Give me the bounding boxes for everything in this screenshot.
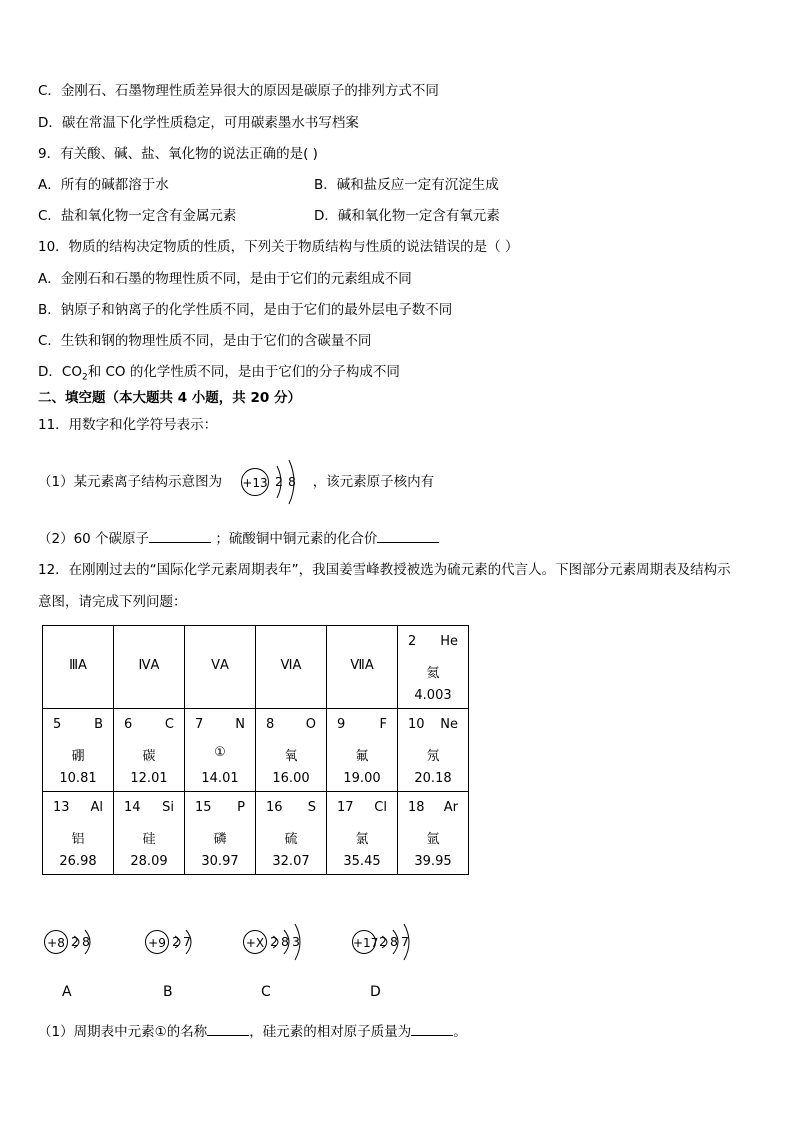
element-symbol: Si: [162, 800, 174, 815]
option-10b: B．钠原子和钠离子的化学性质不同，是由于它们的最外层电子数不同: [38, 302, 453, 318]
atomic-mass: 14.01: [201, 771, 239, 786]
element-cell: [327, 792, 398, 875]
atomic-mass: 28.09: [130, 854, 168, 869]
nucleus: +X: [243, 930, 267, 954]
group-header: ⅦA: [327, 626, 398, 709]
element-name: 磷: [213, 832, 227, 847]
atomic-number: 2: [408, 634, 417, 649]
ion-shell-2: 8: [288, 474, 296, 489]
atomic-number: 9: [337, 717, 346, 732]
electron-count: 8: [281, 934, 289, 949]
element-name: 硼: [71, 749, 85, 764]
atomic-number: 13: [53, 800, 70, 815]
question-11-part2: [38, 530, 439, 548]
atomic-mass: 35.45: [343, 854, 381, 869]
atomic-mass: 32.07: [272, 854, 310, 869]
atomic-number: 10: [408, 717, 425, 732]
option-10c: C．生铁和钢的物理性质不同，是由于它们的含碳量不同: [38, 333, 372, 349]
element-symbol: O: [305, 717, 316, 732]
group-header: ⅥA: [256, 626, 327, 709]
element-cell: [43, 709, 114, 792]
element-symbol: Ne: [440, 717, 458, 732]
atomic-mass: 39.95: [414, 854, 452, 869]
option-9c: C．盐和氧化物一定含有金属元素: [38, 208, 237, 224]
element-name: 硫: [284, 832, 298, 847]
element-cell: [185, 792, 256, 875]
element-cell: [256, 709, 327, 792]
element-symbol: He: [440, 634, 458, 649]
element-symbol: B: [94, 717, 103, 732]
element-symbol: N: [235, 717, 245, 732]
atomic-number: 16: [266, 800, 283, 815]
answer-blank[interactable]: [149, 530, 211, 543]
question-11-part1: [38, 473, 434, 491]
answer-blank[interactable]: [207, 1023, 249, 1036]
electron-count: 2: [71, 934, 79, 949]
atomic-mass: 10.81: [59, 771, 97, 786]
element-cell: [43, 792, 114, 875]
diagram-label: D: [370, 984, 381, 1000]
table-row: [43, 626, 469, 709]
option-8c: C．金刚石、石墨物理性质差异很大的原因是碳原子的排列方式不同: [38, 83, 439, 99]
table-row: [43, 792, 469, 875]
ion-nucleus: +13: [241, 468, 269, 496]
section-title: 二、填空题（本大题共 4 小题，共 20 分）: [38, 390, 301, 406]
option-9a: A．所有的碱都溶于水: [38, 177, 169, 193]
electron-count: 8: [82, 934, 90, 949]
atomic-mass: 30.97: [201, 854, 239, 869]
ion-shell-1: 2: [275, 474, 283, 489]
element-cell: [114, 792, 185, 875]
q11-1-post: ，该元素原子核内有: [312, 474, 435, 490]
electron-count: 8: [390, 934, 398, 949]
element-symbol: S: [307, 800, 316, 815]
element-name: 硅: [142, 832, 156, 847]
element-name: 氦: [426, 666, 440, 681]
element-name: 氟: [355, 749, 369, 764]
q12-1-mid: ，硅元素的相对原子质量为: [249, 1024, 412, 1040]
electron-count: 2: [270, 934, 278, 949]
group-header: ⅣA: [114, 626, 185, 709]
element-name: 氧: [284, 749, 298, 764]
atomic-number: 17: [337, 800, 354, 815]
option-9d: D．碱和氧化物一定含有氧元素: [314, 208, 500, 224]
group-header: ⅤA: [185, 626, 256, 709]
atomic-mass: 4.003: [414, 688, 452, 703]
element-cell: [185, 709, 256, 792]
atomic-number: 18: [408, 800, 425, 815]
electron-count: 2: [379, 934, 387, 949]
nucleus: +17: [352, 930, 376, 954]
atomic-mass: 12.01: [130, 771, 168, 786]
option-10d-post: 和 CO 的化学性质不同，是由于它们的分子构成不同: [87, 364, 400, 380]
q12-1-post: 。: [453, 1024, 467, 1040]
element-cell: [398, 792, 469, 875]
diagram-label: C: [261, 984, 271, 1000]
element-symbol: P: [237, 800, 245, 815]
option-10d-pre: D．CO: [38, 364, 82, 380]
element-symbol: Al: [90, 800, 103, 815]
atomic-mass: 20.18: [414, 771, 452, 786]
electron-count: 7: [183, 934, 191, 949]
option-10d-sub: 2: [81, 372, 88, 383]
atomic-mass: 26.98: [59, 854, 97, 869]
option-10d: [38, 363, 400, 387]
atomic-number: 7: [195, 717, 204, 732]
question-9: 9．有关酸、碱、盐、氧化物的说法正确的是( ): [38, 146, 318, 162]
answer-blank[interactable]: [377, 530, 439, 543]
group-header: ⅢA: [43, 626, 114, 709]
q11-2-mid: ；硫酸铜中铜元素的化合价: [215, 531, 378, 547]
diagram-label: B: [163, 984, 173, 1000]
element-name: 氩: [426, 832, 440, 847]
q11-2-pre: （2）60 个碳原子: [38, 531, 150, 547]
periodic-table: [42, 625, 469, 875]
question-12-line2: 意图，请完成下列问题：: [38, 594, 187, 610]
element-name: 氯: [355, 832, 369, 847]
atomic-mass: 16.00: [272, 771, 310, 786]
option-8d: D．碳在常温下化学性质稳定，可用碳素墨水书写档案: [38, 115, 359, 131]
element-name: ①: [214, 745, 226, 760]
atomic-number: 8: [266, 717, 275, 732]
question-12-part1: [38, 1023, 467, 1041]
answer-blank[interactable]: [411, 1023, 453, 1036]
atomic-number: 5: [53, 717, 62, 732]
atomic-number: 6: [124, 717, 133, 732]
question-11: 11．用数字和化学符号表示：: [38, 417, 218, 433]
element-cell: [398, 709, 469, 792]
nucleus: +9: [145, 930, 169, 954]
option-9b: B．碱和盐反应一定有沉淀生成: [314, 177, 499, 193]
question-10: 10．物质的结构决定物质的性质，下列关于物质结构与性质的说法错误的是（ ）: [38, 239, 519, 255]
table-row: [43, 709, 469, 792]
option-10a: A．金刚石和石墨的物理性质不同，是由于它们的元素组成不同: [38, 271, 412, 287]
electron-count: 2: [172, 934, 180, 949]
atomic-number: 14: [124, 800, 141, 815]
element-cell: [398, 626, 469, 709]
atomic-mass: 19.00: [343, 771, 381, 786]
element-name: 碳: [142, 749, 156, 764]
electron-count: 7: [401, 934, 409, 949]
element-symbol: C: [164, 717, 174, 732]
element-cell: [256, 792, 327, 875]
question-12-line1: 12．在刚刚过去的“国际化学元素周期表年”，我国姜雪峰教授被选为硫元素的代言人。下图部分元素周期表及结构示: [38, 562, 731, 578]
element-symbol: F: [379, 717, 387, 732]
atomic-number: 15: [195, 800, 212, 815]
q11-1-pre: （1）某元素离子结构示意图为: [38, 474, 223, 490]
element-name: 氖: [426, 749, 440, 764]
element-cell: [327, 709, 398, 792]
element-symbol: Cl: [374, 800, 387, 815]
element-cell: [114, 709, 185, 792]
element-symbol: Ar: [443, 800, 458, 815]
q12-1-pre: （1）周期表中元素①的名称: [38, 1024, 208, 1040]
diagram-label: A: [62, 984, 72, 1000]
nucleus: +8: [44, 930, 68, 954]
element-name: 铝: [71, 832, 85, 847]
electron-count: 3: [292, 934, 300, 949]
